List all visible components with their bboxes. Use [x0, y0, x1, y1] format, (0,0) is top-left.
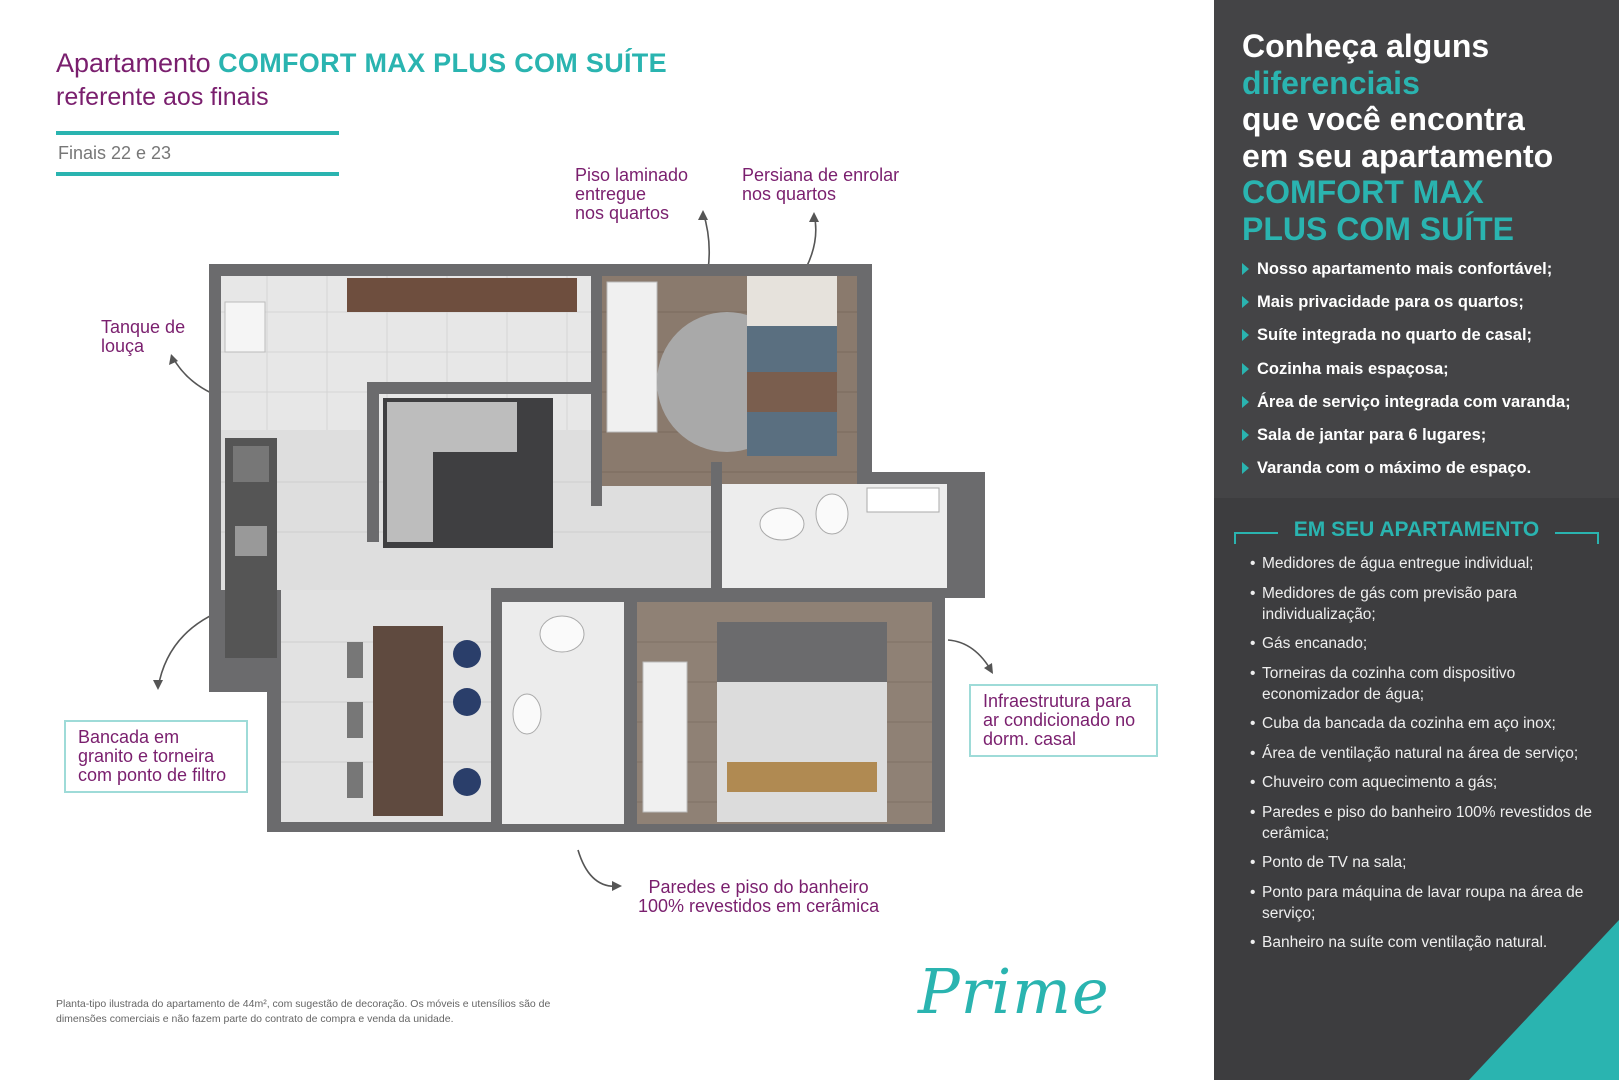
headline-line-2: diferenciais	[1242, 64, 1420, 101]
headline-line-4: em seu apartamento	[1242, 137, 1554, 174]
shower-suite	[867, 488, 939, 512]
list-item: Cozinha mais espaçosa;	[1242, 360, 1571, 393]
bathroom-sink	[540, 616, 584, 652]
list-item: • Ponto de TV na sala;	[1250, 852, 1600, 873]
info-panel	[1214, 0, 1619, 1080]
sink	[235, 526, 267, 556]
list-item: Nosso apartamento mais confortável;	[1242, 260, 1571, 293]
list-item: • Ponto para máquina de lavar roupa na área de serviço;	[1250, 882, 1600, 924]
callout-piso-laminado: Piso laminado entregue nos quartos	[575, 165, 689, 223]
list-item: • Paredes e piso do banheiro 100% revestidos de cerâmica;	[1250, 802, 1600, 844]
dining-table	[373, 626, 443, 816]
callout-persiana: Persiana de enrolar nos quartos	[742, 165, 900, 204]
list-item: • Gás encanado;	[1250, 633, 1600, 654]
headline-line-1: Conheça alguns	[1242, 28, 1490, 64]
prime-logo: Prime	[918, 955, 1110, 1028]
toilet-suite	[816, 494, 848, 534]
list-item: Suíte integrada no quarto de casal;	[1242, 326, 1571, 359]
list-item: • Medidores de gás com previsão para individualização;	[1250, 583, 1600, 625]
chevron-right-icon	[1242, 329, 1249, 341]
title-prefix: Apartamento	[56, 48, 211, 78]
list-item: Varanda com o máximo de espaço.	[1242, 459, 1571, 492]
list-item: • Torneiras da cozinha com dispositivo economizador de água;	[1250, 663, 1600, 705]
callout-infraestrutura: Infraestrutura para ar condicionado no dorm. casal	[969, 684, 1158, 757]
callout-bancada: Bancada em granito e torneira com ponto de filtro	[64, 720, 248, 793]
chevron-right-icon	[1242, 263, 1249, 275]
title-subtitle: referente aos finais	[56, 83, 269, 111]
panel-headline	[1242, 28, 1553, 247]
chevron-right-icon	[1242, 429, 1249, 441]
list-item: • Banheiro na suíte com ventilação natural.	[1250, 932, 1600, 953]
title-apartment-name: COMFORT MAX PLUS COM SUÍTE	[218, 48, 667, 78]
washing-machine	[225, 302, 265, 352]
chevron-right-icon	[1242, 363, 1249, 375]
callout-tanque: Tanque de louça	[101, 317, 186, 356]
list-item: Mais privacidade para os quartos;	[1242, 293, 1571, 326]
headline-line-6: PLUS COM SUÍTE	[1242, 210, 1515, 247]
wardrobe-1	[607, 282, 657, 432]
list-item: • Área de ventilação natural na área de serviço;	[1250, 743, 1600, 764]
chevron-right-icon	[1242, 296, 1249, 308]
wardrobe-2	[643, 662, 687, 812]
list-item: Área de serviço integrada com varanda;	[1242, 393, 1571, 426]
diferenciais-list	[1242, 260, 1571, 492]
finais-label: Finais 22 e 23	[58, 143, 172, 163]
floor-plan	[207, 262, 987, 862]
em-seu-apartamento-heading: EM SEU APARTAMENTO	[1234, 518, 1599, 548]
arrow-persiana	[806, 214, 816, 268]
suite-sink	[760, 508, 804, 540]
list-item: • Cuba da bancada da cozinha em aço inox;	[1250, 713, 1600, 734]
stove	[233, 446, 269, 482]
chevron-right-icon	[1242, 462, 1249, 474]
list-item: • Medidores de água entregue individual;	[1250, 553, 1600, 574]
kitchen-counter	[347, 278, 577, 312]
chevron-right-icon	[1242, 396, 1249, 408]
callout-paredes-banheiro: Paredes e piso do banheiro 100% revestidos em cerâmica	[638, 877, 880, 916]
list-item: • Chuveiro com aquecimento a gás;	[1250, 772, 1600, 793]
toilet-main	[513, 694, 541, 734]
headline-line-5: COMFORT MAX	[1242, 174, 1484, 210]
em-seu-apartamento-list	[1250, 553, 1600, 962]
list-item: Sala de jantar para 6 lugares;	[1242, 426, 1571, 459]
footnote: Planta-tipo ilustrada do apartamento de 44m², com sugestão de decoração. Os móveis e utensílios são de dimensões comerciais e não fazem parte do contrato de compra e venda da unidade.	[56, 998, 551, 1025]
headline-line-3: que você encontra	[1242, 101, 1525, 137]
